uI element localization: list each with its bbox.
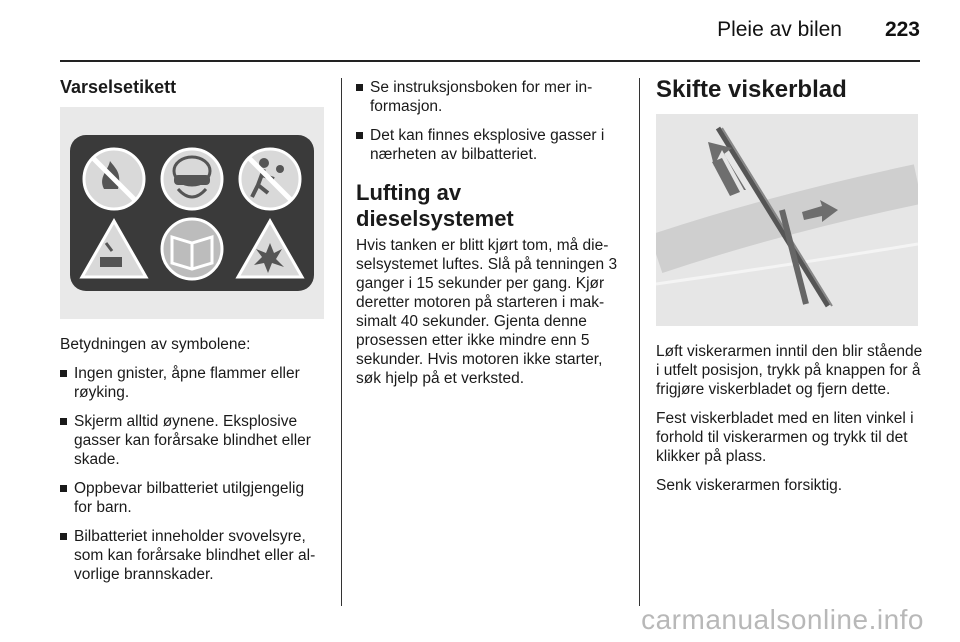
symbols-intro: Betydningen av symbolene: — [60, 336, 251, 353]
no-flames-icon — [84, 149, 144, 209]
section-title-wiper-blade: Skifte viskerblad — [656, 76, 847, 103]
watermark: carmanualsonline.info — [641, 604, 924, 635]
warning-symbols-illustration — [68, 133, 316, 293]
page-header-title: Pleie av bilen — [717, 18, 842, 41]
keep-children-away-icon — [240, 149, 300, 209]
symbols-list-continued — [356, 78, 624, 164]
column-divider-right — [639, 78, 640, 606]
diesel-venting-paragraph: Hvis tanken er blitt kjørt tom, må dieselsystemet luftes. Slå på tenningen 3 ganger i 15 sekunder per gang. Kjør deretter motoren på starteren i maksimalt 40 sekunder. Gjenta denne prosessen etter ikke mindre enn 5 sekunder. Hvis motoren ikke starter, søk hjelp på et verksted. — [356, 237, 618, 387]
list-item: Ingen gnister, åpne flammer eller røyking. — [60, 364, 326, 402]
column-1 — [60, 72, 326, 594]
wiper-paragraph-3: Senk viskerarmen forsiktig. — [656, 477, 843, 494]
page-number: 223 — [884, 18, 920, 41]
wiper-blade-illustration — [656, 114, 918, 326]
symbols-list — [60, 364, 326, 584]
column-divider-left — [341, 78, 342, 606]
list-item: Oppbevar bilbatteriet utilgjengelig for barn. — [60, 479, 326, 517]
wiper-paragraph-2: Fest viskerbladet med en liten vinkel i forhold til viskerarmen og trykk til det klikker på plass. — [656, 410, 914, 465]
list-item: Se instruksjonsboken for mer informasjon. — [356, 78, 624, 116]
list-item: Det kan finnes eksplosive gasser i nærheten av bilbatteriet. — [356, 126, 624, 164]
section-title-diesel-venting: Lufting av dieselsystemet — [356, 180, 514, 231]
list-item: Bilbatteriet inneholder svovelsyre, som kan forårsake blindhet eller alvorlige brannskader. — [60, 527, 326, 584]
read-manual-icon — [162, 219, 222, 279]
wiper-paragraph-1: Løft viskerarmen inntil den blir stående i utfelt posisjon, trykk på knappen for å frigjøre viskerbladet og fjern dette. — [656, 343, 923, 398]
column-3 — [656, 72, 924, 505]
eye-protection-icon — [162, 149, 222, 209]
list-item: Skjerm alltid øynene. Eksplosive gasser kan forårsake blindhet eller skade. — [60, 412, 326, 469]
header-rule — [60, 60, 920, 62]
column-2 — [356, 78, 624, 398]
section-title-warning-label: Varselsetikett — [60, 77, 177, 97]
warning-label-figure — [60, 107, 324, 319]
wiper-blade-figure — [656, 114, 918, 326]
